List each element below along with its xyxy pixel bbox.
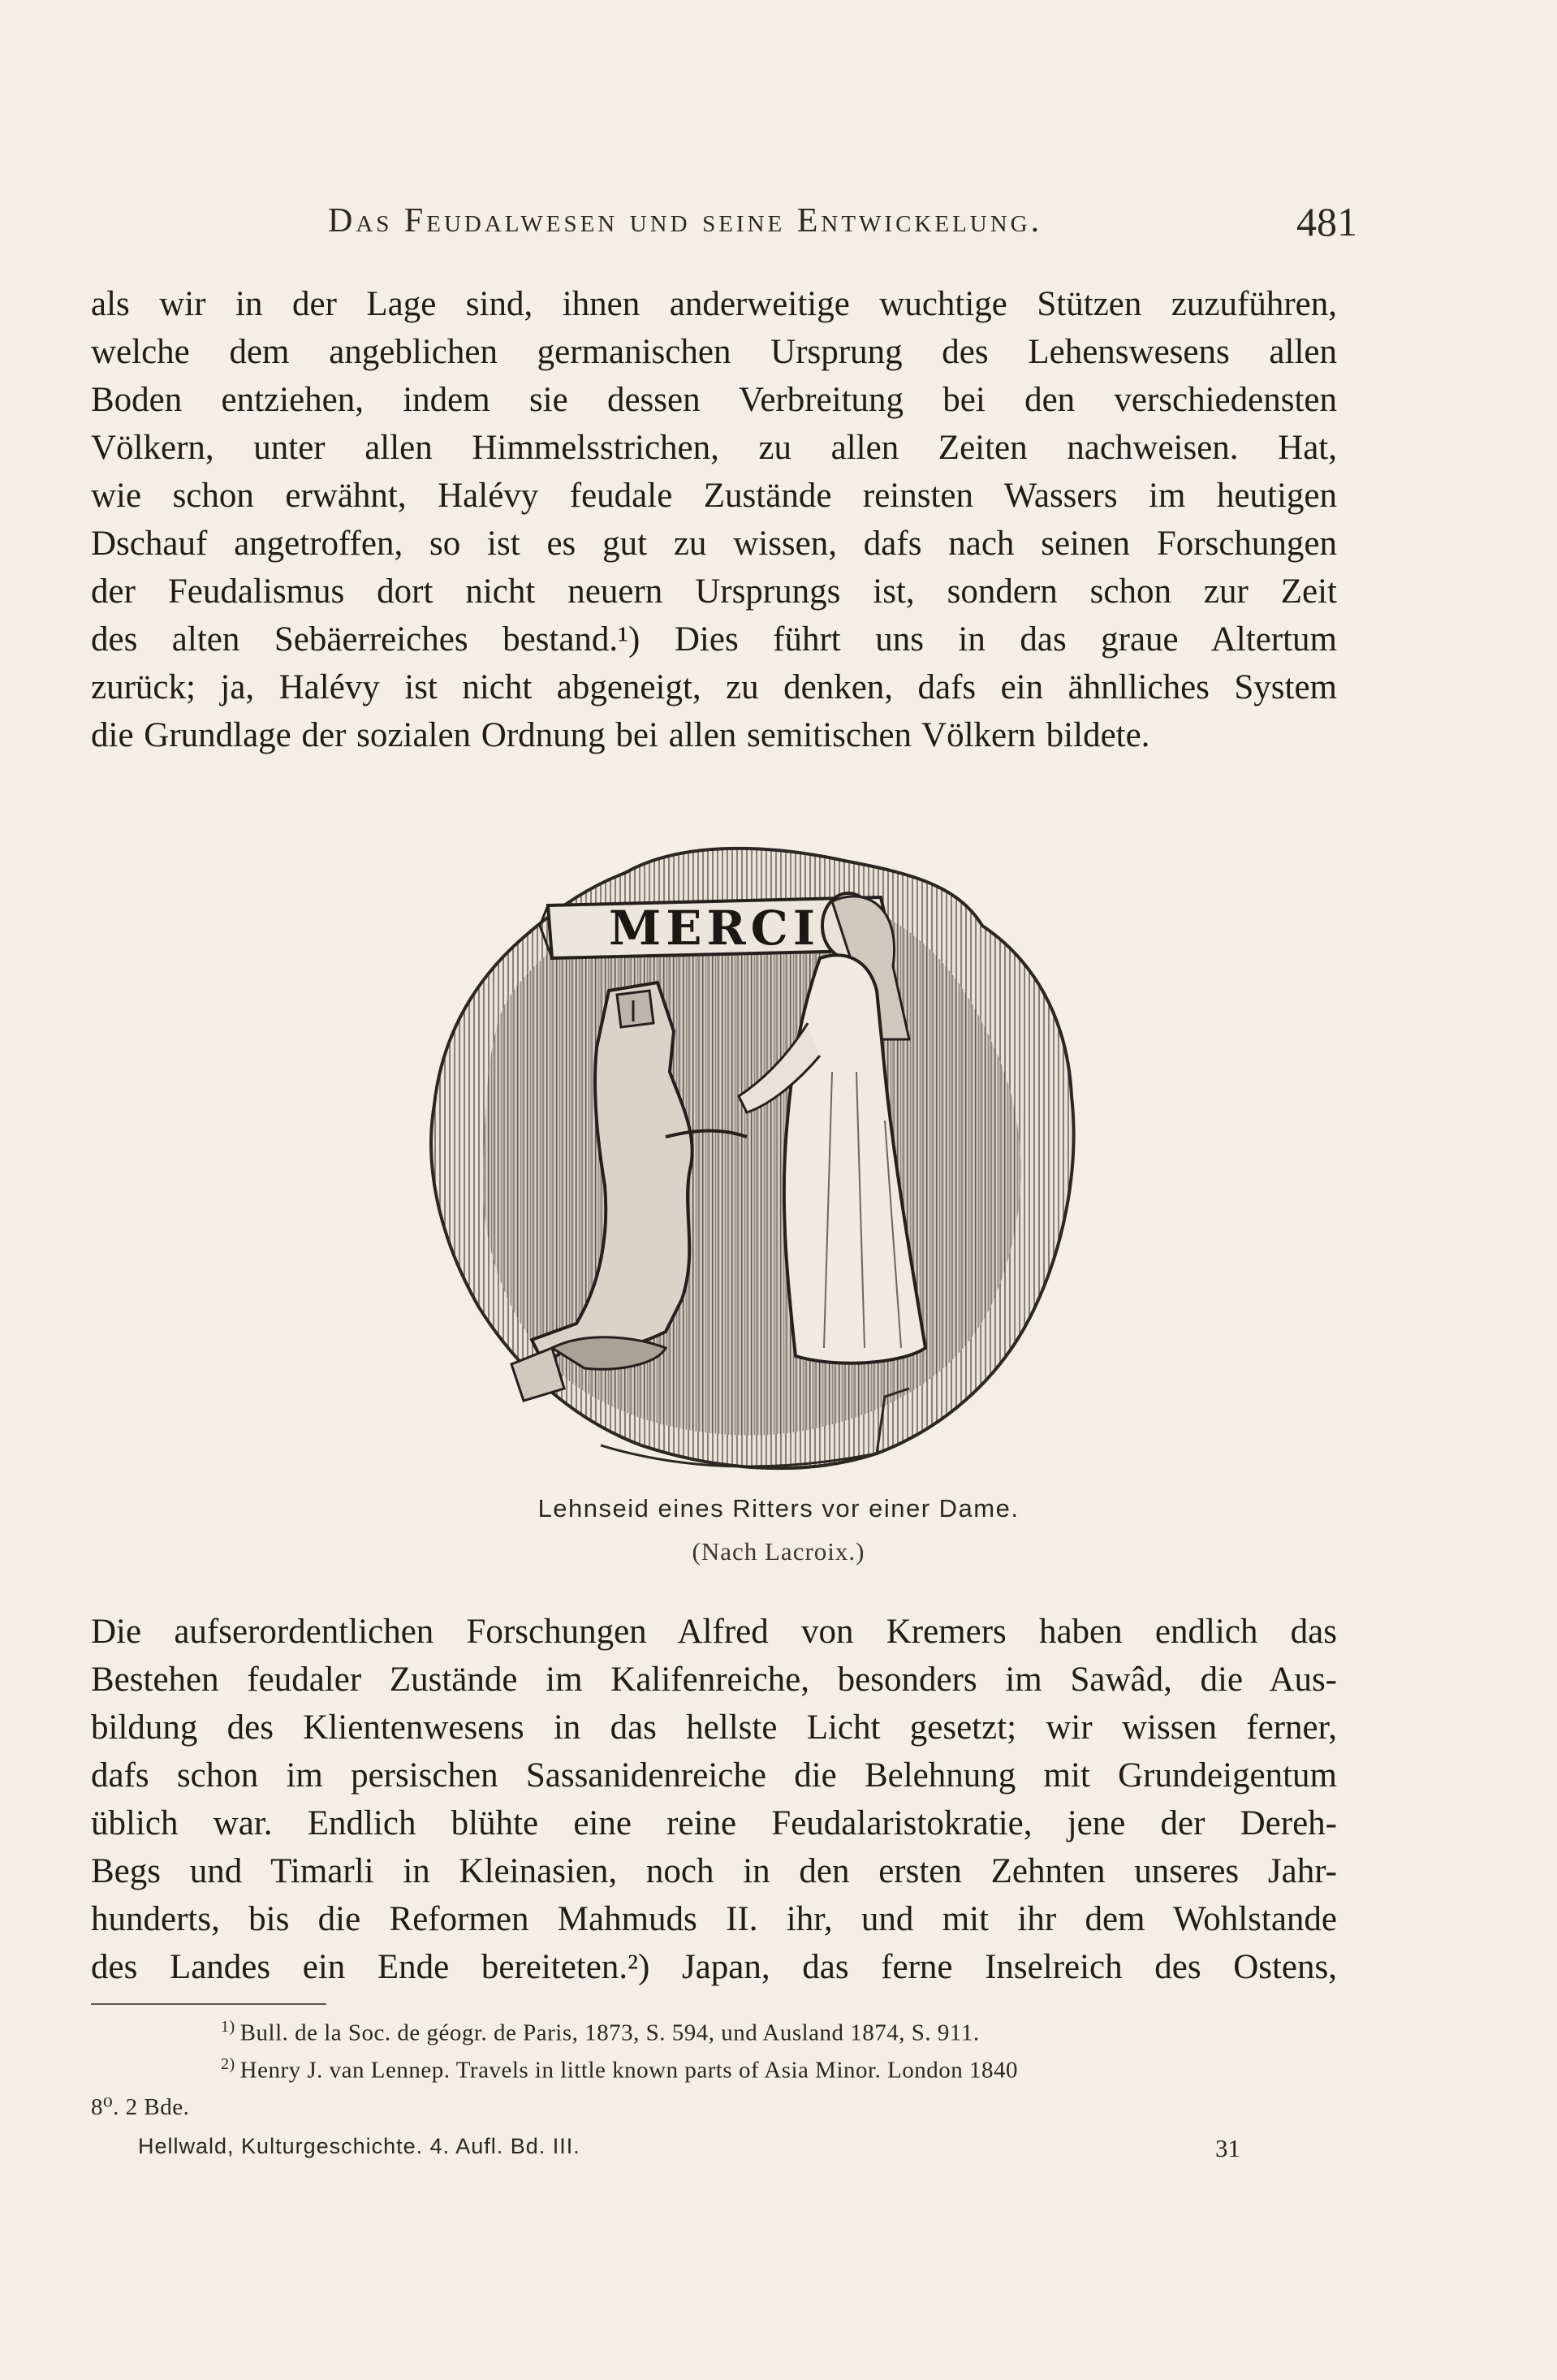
text-line: dafs schon im persischen Sassanidenreiche die Belehnung mit Grundeigentum — [91, 1756, 1337, 1795]
text-line: Dschauf angetroffen, so ist es gut zu wissen, dafs nach seinen Forschungen — [91, 525, 1337, 563]
text-line: der Feudalismus dort nicht neuern Ursprungs ist, sondern schon zur Zeit — [91, 572, 1337, 611]
text-line: üblich war. Endlich blühte eine reine Feudalaristokratie, jene der Dereh- — [91, 1804, 1337, 1842]
figure-caption: Lehnseid eines Ritters vor einer Dame. — [537, 1494, 1020, 1523]
text-line: des Landes ein Ende bereiteten.²) Japan, das ferne Inselreich des Ostens, — [91, 1948, 1337, 1986]
page-header — [91, 193, 1357, 252]
page-number: 481 — [1296, 199, 1357, 244]
text-line: Bestehen feudaler Zustände im Kalifenreiche, besonders im Sawâd, die Aus- — [91, 1661, 1337, 1699]
seal-illustration — [390, 828, 1104, 1498]
text-line: wie schon erwähnt, Halévy feudale Zustände reinsten Wassers im heutigen — [91, 477, 1337, 515]
text-line: des alten Sebäerreiches bestand.¹) Dies führt uns in das graue Altertum — [91, 620, 1337, 659]
text-line: Völkern, unter allen Himmelsstrichen, zu allen Zeiten nachweisen. Hat, — [91, 429, 1337, 467]
footnote-text: Bull. de la Soc. de géogr. de Paris, 1873, S. 594, und Ausland 1874, S. 911. — [239, 2019, 980, 2046]
figure-source: (Nach Lacroix.) — [692, 1537, 865, 1566]
sheet-number: 31 — [1215, 2134, 1240, 2162]
text-line: Die aufserordentlichen Forschungen Alfred von Kremers haben endlich das — [91, 1613, 1337, 1651]
text-line: zurück; ja, Halévy ist nicht abgeneigt, zu denken, dafs ein ähnlliches System — [91, 668, 1337, 706]
text-line: die Grundlage der sozialen Ordnung bei allen semitischen Völkern bildete. — [91, 716, 1150, 754]
footnote-1 — [221, 2018, 980, 2047]
paragraph-1 — [91, 280, 1337, 759]
footnote-2 — [221, 2055, 1018, 2084]
text-line: bildung des Klientenwesens in das hellste Licht gesetzt; wir wissen ferner, — [91, 1708, 1337, 1747]
paragraph-2 — [91, 1608, 1337, 1991]
text-line: Begs und Timarli in Kleinasien, noch in den ersten Zehnten unseres Jahr- — [91, 1852, 1337, 1890]
seal-inscription: MERCI — [609, 901, 820, 956]
printer-signature: Hellwald, Kulturgeschichte. 4. Aufl. Bd. III. — [138, 2134, 580, 2158]
footnote-2-continuation: 8⁰. 2 Bde. — [91, 2094, 190, 2120]
footnote-mark: 2) — [221, 2055, 235, 2073]
footnote-mark: 1) — [221, 2018, 235, 2036]
text-line: als wir in der Lage sind, ihnen anderweitige wuchtige Stützen zuzuführen, — [91, 285, 1337, 323]
text-line: welche dem angeblichen germanischen Ursprung des Lehenswesens allen — [91, 333, 1337, 371]
running-title: Das Feudalwesen und seine Entwickelung. — [328, 202, 1043, 240]
text-line: hunderts, bis die Reformen Mahmuds II. ihr, und mit ihr dem Wohlstande — [91, 1900, 1337, 1938]
footnote-divider — [91, 2003, 326, 2005]
text-line: Boden entziehen, indem sie dessen Verbreitung bei den verschiedensten — [91, 381, 1337, 419]
seal-drawing — [390, 828, 1104, 1498]
footnote-text: Henry J. van Lennep. Travels in little known parts of Asia Minor. London 1840 — [239, 2057, 1019, 2084]
